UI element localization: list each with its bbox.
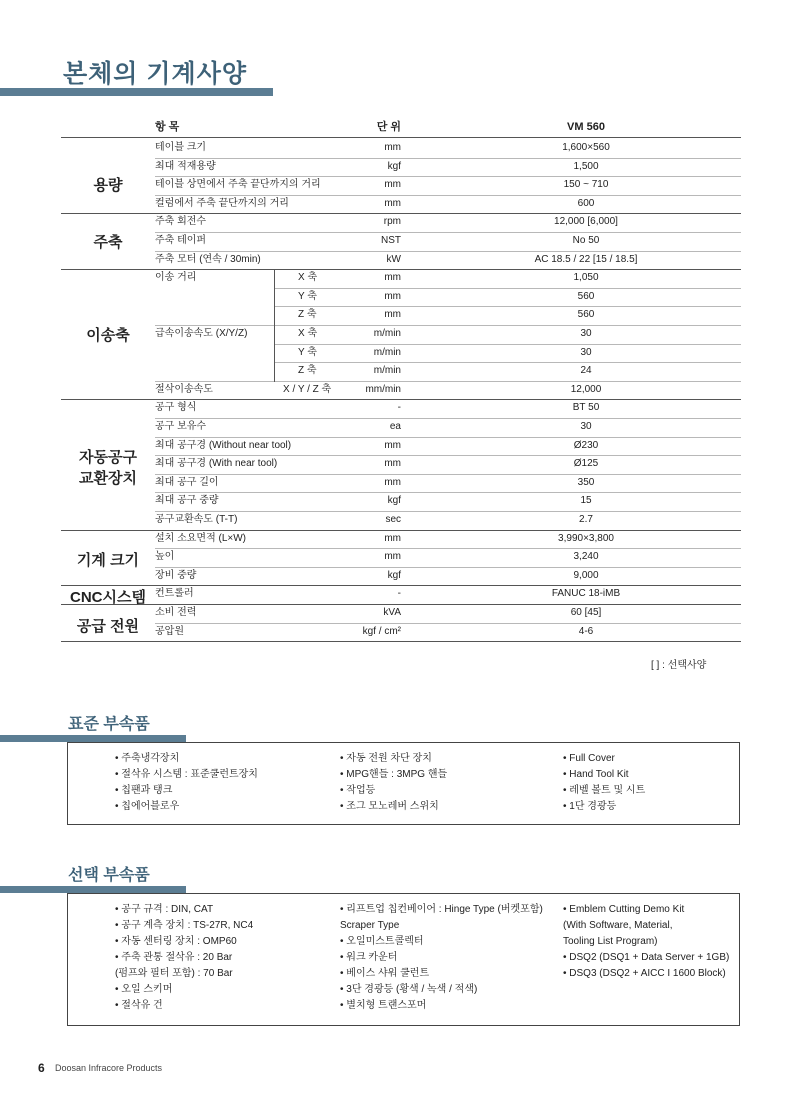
spec-axis: Z 축 xyxy=(298,309,317,321)
spec-item-name: 소비 전력 xyxy=(155,607,197,618)
spec-value: 2.7 xyxy=(579,514,593,525)
spec-value: 1,500 xyxy=(573,160,599,172)
spec-row xyxy=(61,530,741,548)
spec-unit: kgf xyxy=(387,160,401,172)
list-item: • 공구 계측 장치 : TS-27R, NC4 xyxy=(115,920,254,931)
spec-unit: mm xyxy=(384,179,401,191)
spec-value: 24 xyxy=(580,365,592,377)
spec-item-name: 공압원 xyxy=(155,625,184,637)
list-item: • 워크 카운터 xyxy=(340,952,398,963)
list-item: • 주축냉각장치 xyxy=(115,753,180,764)
optional-col2 xyxy=(340,902,543,1014)
spec-unit: m/min xyxy=(373,346,401,358)
spec-value: AC 18.5 / 22 [15 / 18.5] xyxy=(534,253,638,265)
list-item: • 별치형 트랜스포머 xyxy=(340,1000,427,1011)
spec-value: FANUC 18-iMB xyxy=(551,588,621,600)
spec-unit: kgf / cm² xyxy=(362,625,401,637)
spec-value: No 50 xyxy=(572,235,600,246)
spec-unit: sec xyxy=(385,514,401,525)
optional-col1 xyxy=(115,902,253,1014)
spec-row xyxy=(61,585,741,603)
spec-item-name: 절삭이송속도 xyxy=(155,383,213,395)
spec-unit: rpm xyxy=(383,216,401,228)
spec-row xyxy=(61,325,741,343)
spec-row xyxy=(61,232,741,250)
spec-row xyxy=(61,511,741,529)
standard-bar xyxy=(0,735,186,742)
spec-unit: NST xyxy=(381,235,401,246)
list-item: • MPG핸들 : 3MPG 핸들 xyxy=(340,769,448,780)
standard-col2 xyxy=(340,751,447,815)
spec-row xyxy=(61,362,741,380)
list-item: • 칩에어블로우 xyxy=(115,801,180,812)
list-item: (펌프와 필터 포함) : 70 Bar xyxy=(115,968,233,979)
category-atc-line2: 교환장치 xyxy=(79,470,137,487)
spec-value: 4-6 xyxy=(578,625,594,637)
spec-unit: mm xyxy=(384,439,401,451)
spec-unit: mm xyxy=(384,142,401,153)
list-item: • 주축 관통 절삭유 : 20 Bar xyxy=(115,952,233,963)
spec-item-name: 주축 회전수 xyxy=(155,216,207,228)
spec-row xyxy=(61,399,741,417)
standard-title: 표준 부속품 xyxy=(68,716,150,733)
spec-value: 3,240 xyxy=(573,551,599,563)
list-item: • DSQ3 (DSQ2 + AICC I 1600 Block) xyxy=(563,968,726,979)
spec-item-name: 공구교환속도 (T-T) xyxy=(155,514,238,525)
spec-row xyxy=(61,604,741,622)
list-item: • 오일미스트콜렉터 xyxy=(340,936,424,947)
spec-row xyxy=(61,158,741,176)
spec-unit: mm xyxy=(384,197,401,209)
list-item: • Emblem Cutting Demo Kit xyxy=(563,904,685,915)
spec-row xyxy=(61,474,741,492)
spec-row xyxy=(61,269,741,287)
spec-item-name: 주축 테이퍼 xyxy=(155,235,207,246)
spec-unit: mm/min xyxy=(365,383,401,395)
page-title: 본체의 기계사양 xyxy=(63,60,247,88)
optional-title: 선택 부속품 xyxy=(68,867,150,884)
list-item: • 베이스 샤워 쿨런트 xyxy=(340,968,430,979)
spec-axis: Z 축 xyxy=(298,365,317,377)
spec-value: Ø230 xyxy=(573,439,599,451)
spec-unit: m/min xyxy=(373,365,401,377)
spec-row xyxy=(61,288,741,306)
spec-value: 12,000 [6,000] xyxy=(554,216,618,228)
spec-item-name: 이송 거리 xyxy=(155,272,197,284)
page-number: 6 xyxy=(38,1061,45,1075)
spec-row xyxy=(61,381,741,399)
list-item: • 자동 전원 차단 장치 xyxy=(340,753,432,764)
spec-header xyxy=(61,118,741,136)
spec-value: 1,050 xyxy=(573,272,599,284)
optional-bar xyxy=(0,886,186,893)
spec-value: 9,000 xyxy=(573,569,599,581)
spec-row xyxy=(61,623,741,641)
spec-value: 560 xyxy=(577,309,595,321)
list-item: • 절삭유 건 xyxy=(115,1000,163,1011)
spec-unit: mm xyxy=(384,309,401,321)
list-item: • 절삭유 시스템 : 표준쿨런트장치 xyxy=(115,769,258,780)
spec-item-name: 급속이송속도 (X/Y/Z) xyxy=(155,328,248,339)
spec-item-name: 최대 적재용량 xyxy=(155,160,216,172)
spec-axis: X 축 xyxy=(298,272,318,284)
category-power: 공급 전원 xyxy=(76,618,140,635)
spec-value: 600 xyxy=(577,197,595,209)
spec-item-name: 설치 소요면적 (L×W) xyxy=(155,532,247,544)
spec-axis: X / Y / Z 축 xyxy=(283,383,332,395)
spec-row xyxy=(61,139,741,157)
list-item: • 작업등 xyxy=(340,785,376,796)
spec-item-name: 테이블 상면에서 주축 끝단까지의 거리 xyxy=(155,179,321,191)
header-divider xyxy=(61,137,741,138)
spec-row xyxy=(61,195,741,213)
optional-note: [ ] : 선택사양 xyxy=(651,660,707,671)
standard-col3 xyxy=(563,751,645,815)
spec-item-name: 컨트롤러 xyxy=(155,588,194,600)
list-item: • 리프트업 칩컨베이어 : Hinge Type (버켓포함) xyxy=(340,904,543,915)
spec-row xyxy=(61,251,741,269)
header-item: 항 목 xyxy=(155,121,180,133)
list-item: Tooling List Program) xyxy=(563,936,658,947)
spec-axis: Y 축 xyxy=(298,290,317,302)
spec-value: 1,600×560 xyxy=(562,142,610,153)
spec-row xyxy=(61,492,741,510)
spec-value: 30 xyxy=(580,328,592,339)
spec-value: 12,000 xyxy=(570,383,602,395)
axis-divider xyxy=(274,270,275,382)
category-feed: 이송축 xyxy=(86,327,130,344)
list-item: • 조그 모노레버 스위치 xyxy=(340,801,439,812)
spec-row xyxy=(61,437,741,455)
spec-unit: mm xyxy=(384,476,401,488)
list-item: Scraper Type xyxy=(340,920,400,931)
spec-unit: mm xyxy=(384,290,401,302)
footer-text: Doosan Infracore Products xyxy=(55,1063,163,1073)
spec-unit: kVA xyxy=(383,607,401,618)
spec-unit: kgf xyxy=(387,495,401,507)
category-atc-line1: 자동공구 xyxy=(79,449,137,466)
list-item: • 레벨 볼트 및 시트 xyxy=(563,785,646,796)
category-capacity: 용량 xyxy=(93,177,123,194)
spec-value: 15 xyxy=(580,495,592,507)
spec-row xyxy=(61,455,741,473)
title-underline xyxy=(0,88,273,96)
header-model: VM 560 xyxy=(567,121,605,133)
spec-value: BT 50 xyxy=(572,402,600,414)
spec-unit: mm xyxy=(384,532,401,544)
spec-row xyxy=(61,418,741,436)
spec-value: Ø125 xyxy=(573,458,599,470)
category-spindle: 주축 xyxy=(93,234,123,251)
spec-item-name: 공구 보유수 xyxy=(155,421,207,432)
optional-col3 xyxy=(563,902,729,982)
spec-item-name: 테이블 크기 xyxy=(155,142,207,153)
list-item: • 칩팬과 탱크 xyxy=(115,785,173,796)
spec-value: 350 xyxy=(577,476,595,488)
list-item: • 3단 경광등 (황색 / 녹색 / 적색) xyxy=(340,984,478,995)
spec-item-name: 공구 형식 xyxy=(155,402,197,414)
spec-item-name: 컬럼에서 주축 끝단까지의 거리 xyxy=(155,197,289,209)
spec-item-name: 높이 xyxy=(155,551,175,563)
list-item: • Full Cover xyxy=(563,753,615,764)
spec-unit: kW xyxy=(386,253,401,265)
row-divider xyxy=(61,641,741,642)
list-item: • 자동 센터링 장치 : OMP60 xyxy=(115,936,237,947)
spec-item-name: 장비 중량 xyxy=(155,569,197,581)
spec-axis: Y 축 xyxy=(298,346,317,358)
spec-value: 3,990×3,800 xyxy=(558,532,614,544)
spec-unit: mm xyxy=(384,551,401,563)
spec-row xyxy=(61,306,741,324)
spec-item-name: 최대 공구경 (With near tool) xyxy=(155,458,278,470)
spec-item-name: 최대 공구 길이 xyxy=(155,476,219,488)
spec-unit: - xyxy=(397,588,401,600)
spec-unit: - xyxy=(397,402,401,414)
list-item: • 공구 규격 : DIN, CAT xyxy=(115,904,214,915)
spec-axis: X 축 xyxy=(298,328,318,339)
spec-row xyxy=(61,567,741,585)
spec-unit: ea xyxy=(389,421,401,432)
list-item: • Hand Tool Kit xyxy=(563,769,629,780)
spec-item-name: 주축 모터 (연속 / 30min) xyxy=(155,253,261,265)
spec-value: 30 xyxy=(580,346,592,358)
category-cnc: CNC시스템 xyxy=(70,589,146,606)
list-item: • 1단 경광등 xyxy=(563,801,617,812)
list-item: • DSQ2 (DSQ1 + Data Server + 1GB) xyxy=(563,952,730,963)
spec-unit: kgf xyxy=(387,569,401,581)
spec-unit: m/min xyxy=(373,328,401,339)
standard-col1 xyxy=(115,751,258,815)
spec-row xyxy=(61,176,741,194)
header-unit: 단 위 xyxy=(376,121,401,133)
spec-row xyxy=(61,548,741,566)
spec-item-name: 최대 공구 중량 xyxy=(155,495,219,507)
spec-unit: mm xyxy=(384,458,401,470)
spec-value: 560 xyxy=(577,290,595,302)
spec-value: 150 ~ 710 xyxy=(563,179,609,191)
list-item: (With Software, Material, xyxy=(563,920,673,931)
list-item: • 오일 스키머 xyxy=(115,984,173,995)
spec-value: 60 [45] xyxy=(570,607,602,618)
spec-row xyxy=(61,213,741,231)
category-size: 기계 크기 xyxy=(76,552,140,569)
spec-value: 30 xyxy=(580,421,592,432)
spec-item-name: 최대 공구경 (Without near tool) xyxy=(155,439,292,451)
spec-row xyxy=(61,344,741,362)
spec-unit: mm xyxy=(384,272,401,284)
